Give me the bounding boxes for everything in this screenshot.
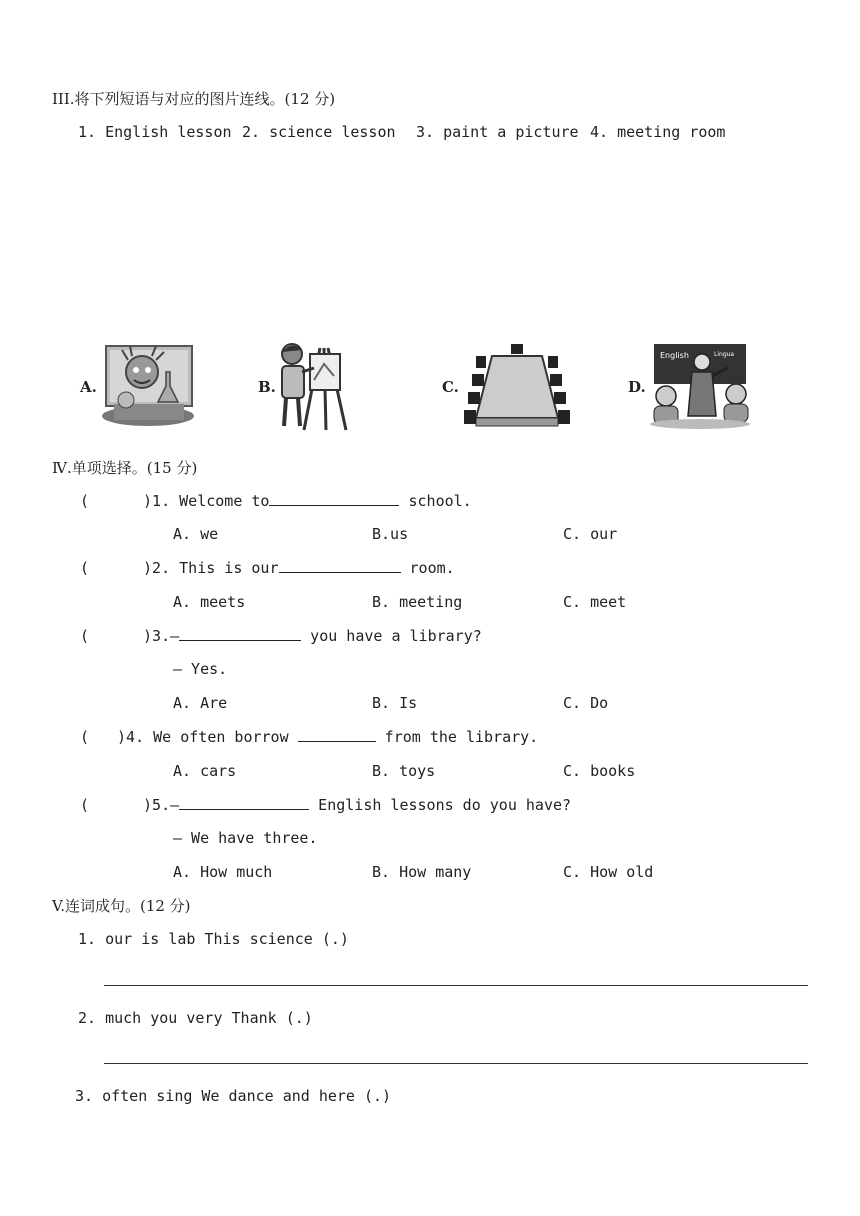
question-text-pre: — — [170, 796, 180, 814]
answer-paren: ( — [80, 796, 90, 814]
answer-blank[interactable] — [279, 558, 401, 573]
section-4-title: Ⅳ.单项选择。(15 分) — [52, 459, 198, 477]
question-text-pre: Welcome to — [179, 492, 270, 510]
answer-blank[interactable] — [269, 491, 399, 506]
phrase-2: 2. science lesson — [242, 123, 396, 141]
answer-line-2[interactable] — [104, 1063, 808, 1064]
board-word-2: Lingua — [714, 351, 735, 358]
q2-option-c: C. meet — [563, 593, 627, 611]
picture-d-label: D. — [628, 378, 646, 396]
science-lab-icon — [100, 342, 196, 430]
picture-a-label: A. — [80, 378, 97, 396]
phrase-1: 1. English lesson — [78, 123, 232, 141]
answer-blank[interactable] — [179, 795, 309, 810]
sentence-item-2: 2. much you very Thank (.) — [78, 1009, 313, 1027]
q5-reply: — We have three. — [173, 829, 318, 847]
section-5-title: V.连词成句。(12 分) — [52, 897, 191, 915]
answer-blank[interactable] — [179, 626, 301, 641]
q5-option-c: C. How old — [563, 863, 654, 881]
section-3-title: III.将下列短语与对应的图片连线。(12 分) — [52, 90, 336, 108]
question-text-post: room. — [400, 559, 455, 577]
answer-line-1[interactable] — [104, 985, 808, 986]
phrase-3: 3. paint a picture — [416, 123, 579, 141]
answer-paren: ( — [80, 728, 90, 746]
sentence-item-1: 1. our is lab This science (.) — [78, 930, 349, 948]
q5-option-a: A. How much — [173, 863, 273, 881]
q3-option-c: C. Do — [563, 694, 609, 712]
question-2 — [80, 558, 455, 577]
answer-blank[interactable] — [298, 727, 376, 742]
question-text-post: English lessons do you have? — [309, 796, 572, 814]
q3-option-a: A. Are — [173, 694, 228, 712]
q4-option-c: C. books — [563, 762, 636, 780]
question-5 — [80, 795, 571, 814]
picture-b-label: B. — [258, 378, 276, 396]
answer-paren: ( — [80, 559, 90, 577]
question-4 — [80, 727, 538, 746]
sentence-item-3: 3. often sing We dance and here (.) — [75, 1087, 392, 1105]
q3-option-b: B. Is — [372, 694, 418, 712]
meeting-table-icon — [462, 342, 572, 432]
question-text-post: you have a library? — [301, 627, 482, 645]
question-number: )1. — [143, 492, 171, 510]
question-text-pre: We often borrow — [153, 728, 298, 746]
q3-reply: — Yes. — [173, 660, 228, 678]
question-1 — [80, 491, 472, 510]
question-text-post: from the library. — [375, 728, 539, 746]
painter-easel-icon — [274, 340, 354, 432]
phrase-4: 4. meeting room — [590, 123, 726, 141]
answer-paren: ( — [80, 627, 90, 645]
picture-c-label: C. — [442, 378, 459, 396]
q2-option-a: A. meets — [173, 593, 246, 611]
q4-option-a: A. cars — [173, 762, 237, 780]
question-text-pre: This is our — [179, 559, 279, 577]
q1-option-b: B.us — [372, 525, 409, 543]
q2-option-b: B. meeting — [372, 593, 463, 611]
english-class-icon — [648, 342, 754, 430]
q1-option-a: A. we — [173, 525, 219, 543]
q1-option-c: C. our — [563, 525, 618, 543]
question-number: )3. — [143, 627, 171, 645]
question-number: )2. — [143, 559, 171, 577]
question-text-post: school. — [399, 492, 472, 510]
answer-paren: ( — [80, 492, 90, 510]
question-number: )4. — [117, 728, 145, 746]
board-word-1: English — [660, 351, 689, 360]
question-number: )5. — [143, 796, 171, 814]
question-3 — [80, 626, 482, 645]
q5-option-b: B. How many — [372, 863, 472, 881]
question-text-pre: — — [170, 627, 180, 645]
q4-option-b: B. toys — [372, 762, 436, 780]
